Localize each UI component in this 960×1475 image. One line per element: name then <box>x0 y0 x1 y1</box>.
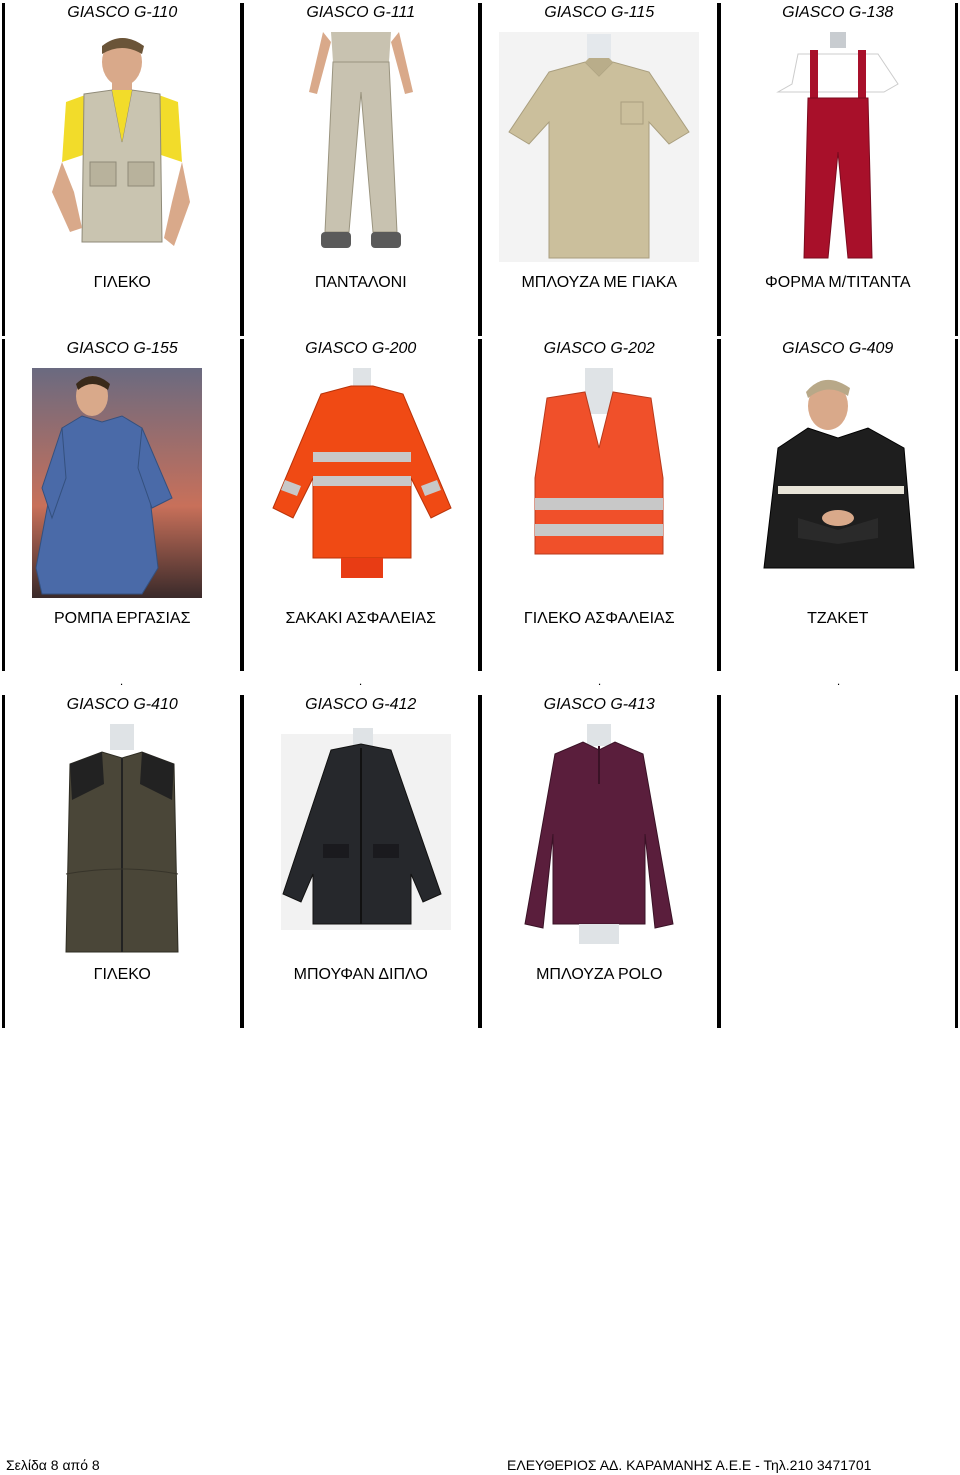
product-name: ΜΠΛΟΥΖΑ ΜΕ ΓΙΑΚΑ <box>521 274 678 291</box>
product-cell <box>482 339 717 671</box>
safety-jacket-photo <box>261 368 461 598</box>
safety-vest-photo <box>499 368 699 598</box>
product-cell <box>482 3 717 336</box>
product-code: GIASCO G-412 <box>244 695 479 714</box>
vest-photo <box>22 32 222 262</box>
product-cell <box>244 3 479 336</box>
polo-shirt-photo <box>499 32 699 262</box>
double-jacket-photo <box>261 724 461 954</box>
product-name: ΠΑΝΤΑΛΟΝΙ <box>314 274 407 291</box>
product-name: ΓΙΛΕΚΟ <box>93 966 151 983</box>
product-name: ΜΠΟΥΦΑΝ ΔΙΠΛΟ <box>293 966 428 983</box>
product-code: GIASCO G-111 <box>244 3 479 22</box>
product-name: ΡΟΜΠΑ ΕΡΓΑΣΙΑΣ <box>54 610 191 627</box>
product-name: ΓΙΛΕΚΟ <box>93 274 151 291</box>
product-name: ΣΑΚΑΚΙ ΑΣΦΑΛΕΙΑΣ <box>285 610 436 627</box>
product-cell <box>721 3 956 336</box>
catalog-row-3 <box>2 695 958 1028</box>
work-coat-photo <box>22 368 222 598</box>
catalog-row-2 <box>2 339 958 671</box>
catalog-row-1 <box>2 3 958 336</box>
fleece-vest-photo <box>22 724 222 954</box>
product-code: GIASCO G-200 <box>244 339 479 358</box>
separator-dots: . . . . <box>119 674 841 688</box>
product-cell <box>5 695 240 1028</box>
polo-sweater-photo <box>499 724 699 954</box>
product-name: ΦΟΡΜΑ Μ/ΤΙΤΑΝΤΑ <box>764 274 911 291</box>
company-footer: ΕΛΕΥΘΕΡΙΟΣ ΑΔ. ΚΑΡΑΜΑΝΗΣ Α.Ε.Ε - Τηλ.210 3471701 <box>507 1457 872 1473</box>
product-code: GIASCO G-202 <box>482 339 717 358</box>
product-cell <box>244 339 479 671</box>
jacket-photo <box>738 368 938 598</box>
product-cell <box>5 3 240 336</box>
product-code: GIASCO G-115 <box>482 3 717 22</box>
product-cell-empty <box>721 695 956 1028</box>
product-code: GIASCO G-138 <box>721 3 956 22</box>
product-name: ΜΠΛΟΥΖΑ POLO <box>536 966 663 983</box>
product-cell <box>244 695 479 1028</box>
product-cell <box>721 339 956 671</box>
product-code: GIASCO G-410 <box>5 695 240 714</box>
overalls-photo <box>738 32 938 262</box>
product-code: GIASCO G-413 <box>482 695 717 714</box>
product-name: ΓΙΛΕΚΟ ΑΣΦΑΛΕΙΑΣ <box>523 610 675 627</box>
product-name: ΤΖΑΚΕΤ <box>807 610 869 627</box>
product-code: GIASCO G-155 <box>5 339 240 358</box>
product-code: GIASCO G-110 <box>5 3 240 22</box>
page-number: Σελίδα 8 από 8 <box>6 1457 100 1473</box>
product-cell <box>482 695 717 1028</box>
product-code: GIASCO G-409 <box>721 339 956 358</box>
product-cell <box>5 339 240 671</box>
product-code <box>721 695 956 714</box>
trousers-photo <box>261 32 461 262</box>
